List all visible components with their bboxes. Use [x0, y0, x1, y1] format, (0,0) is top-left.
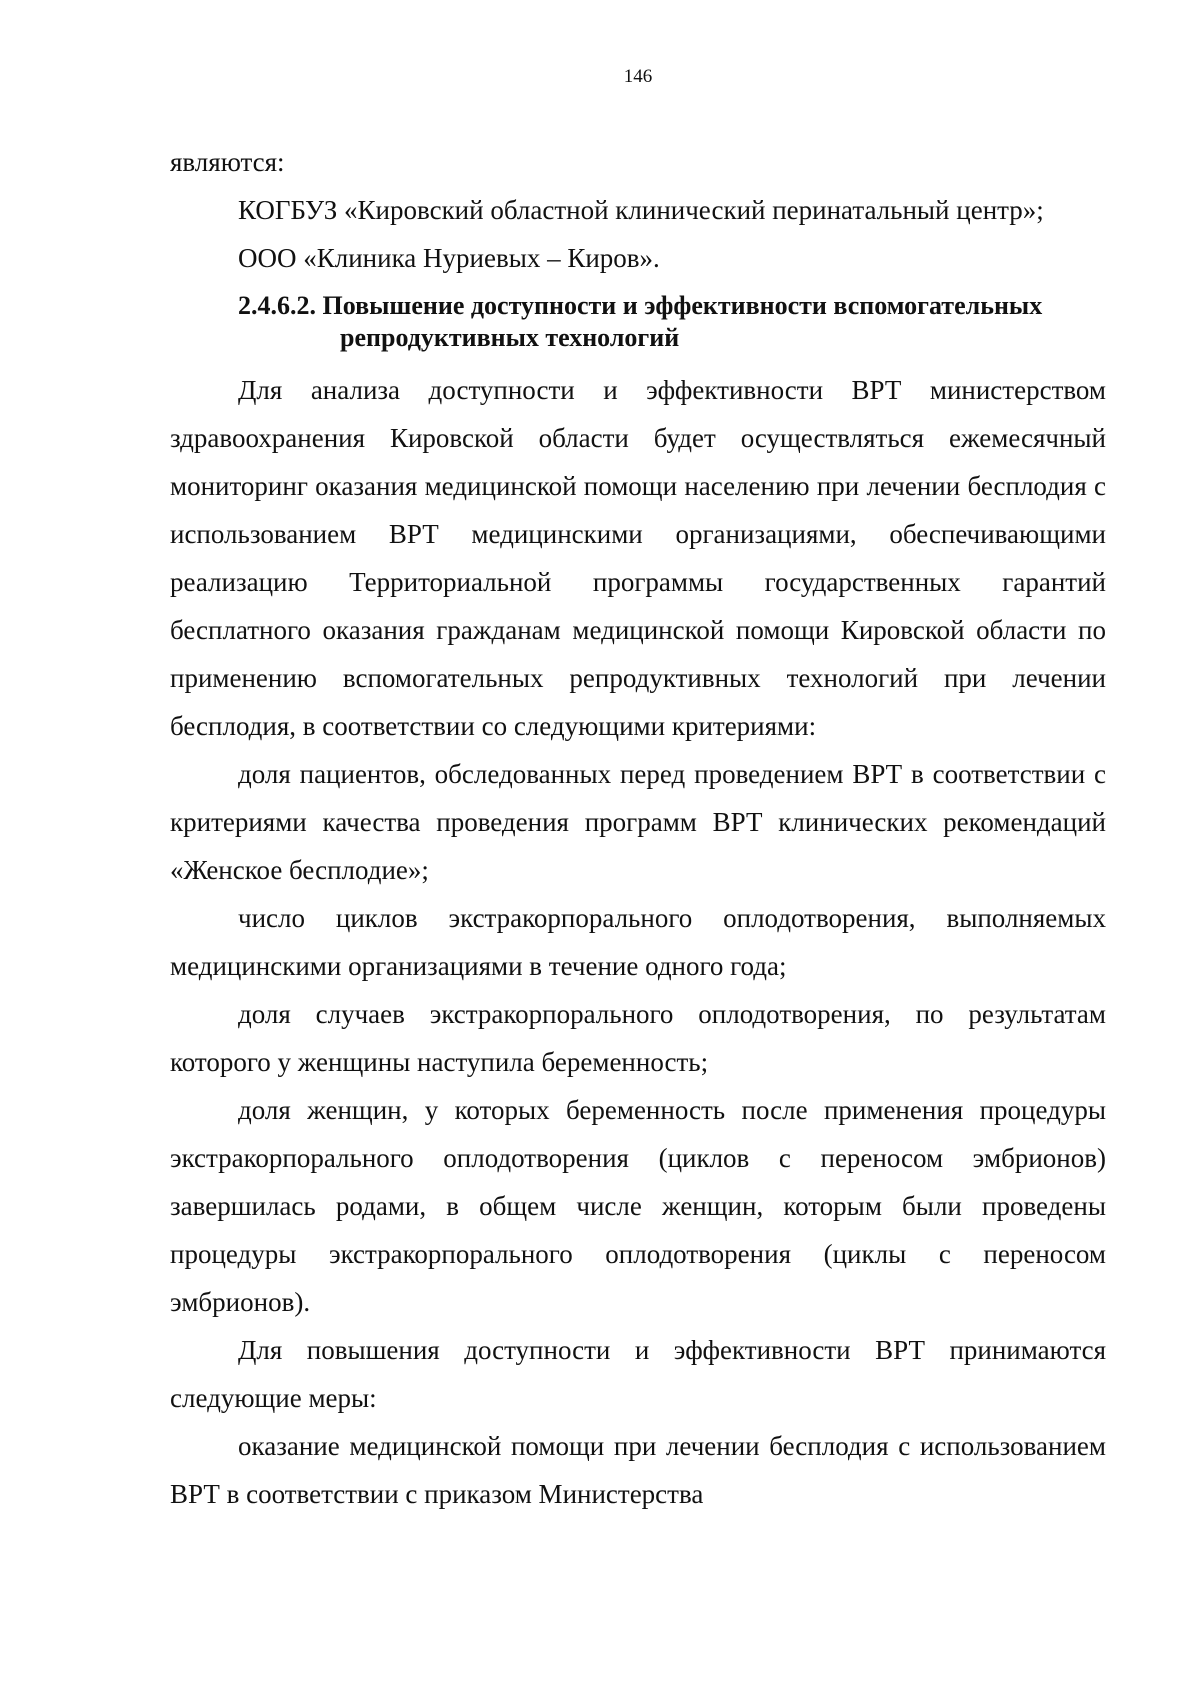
- section-title-line2: репродуктивных технологий: [340, 323, 680, 352]
- criterion-cycles-count: число циклов экстракорпорального оплодотворения, выполняемых медицинскими организациями в течение одного года;: [170, 903, 1106, 981]
- paragraph-analysis: Для анализа доступности и эффективности ВРТ министерством здравоохранения Кировской области будет осуществляться ежемесячный мониторинг оказания медицинской помощи населению при лечении бесплодия с использованием ВРТ медицинскими организациями, обеспечивающими реализацию Территориальной программы государственных гарантий бесплатного оказания гражданам медицинской помощи Кировской области по применению вспомогательных репродуктивных технологий при лечении бесплодия, в соответствии со следующими критериями:: [170, 375, 1106, 741]
- section-title-line1: Повышение доступности и эффективности вспомогательных: [322, 291, 1043, 320]
- section-heading: [170, 290, 1106, 354]
- list-item-clinic: ООО «Клиника Нуриевых – Киров».: [238, 243, 660, 273]
- measure-care-provision: оказание медицинской помощи при лечении бесплодия с использованием ВРТ в соответствии с приказом Министерства: [170, 1431, 1106, 1509]
- criterion-births-share: доля женщин, у которых беременность после применения процедуры экстракорпорального оплодотворения (циклов с переносом эмбрионов) завершилась родами, в общем числе женщин, которым были проведены процедуры экстракорпорального оплодотворения (циклы с переносом эмбрионов).: [170, 1095, 1106, 1317]
- list-item-perinatal-center: КОГБУЗ «Кировский областной клинический перинатальный центр»;: [238, 195, 1044, 225]
- paragraph-measures: Для повышения доступности и эффективности ВРТ принимаются следующие меры:: [170, 1335, 1106, 1413]
- criterion-pregnancy-share: доля случаев экстракорпорального оплодотворения, по результатам которого у женщины наступила беременность;: [170, 999, 1106, 1077]
- page-number: 146: [623, 66, 653, 87]
- section-number: 2.4.6.2.: [238, 291, 316, 320]
- paragraph-continuation: являются:: [170, 147, 285, 177]
- criterion-patients-share: доля пациентов, обследованных перед проведением ВРТ в соответствии с критериями качества проведения программ ВРТ клинических рекомендаций «Женское бесплодие»;: [170, 759, 1106, 885]
- document-body: [170, 138, 1106, 1518]
